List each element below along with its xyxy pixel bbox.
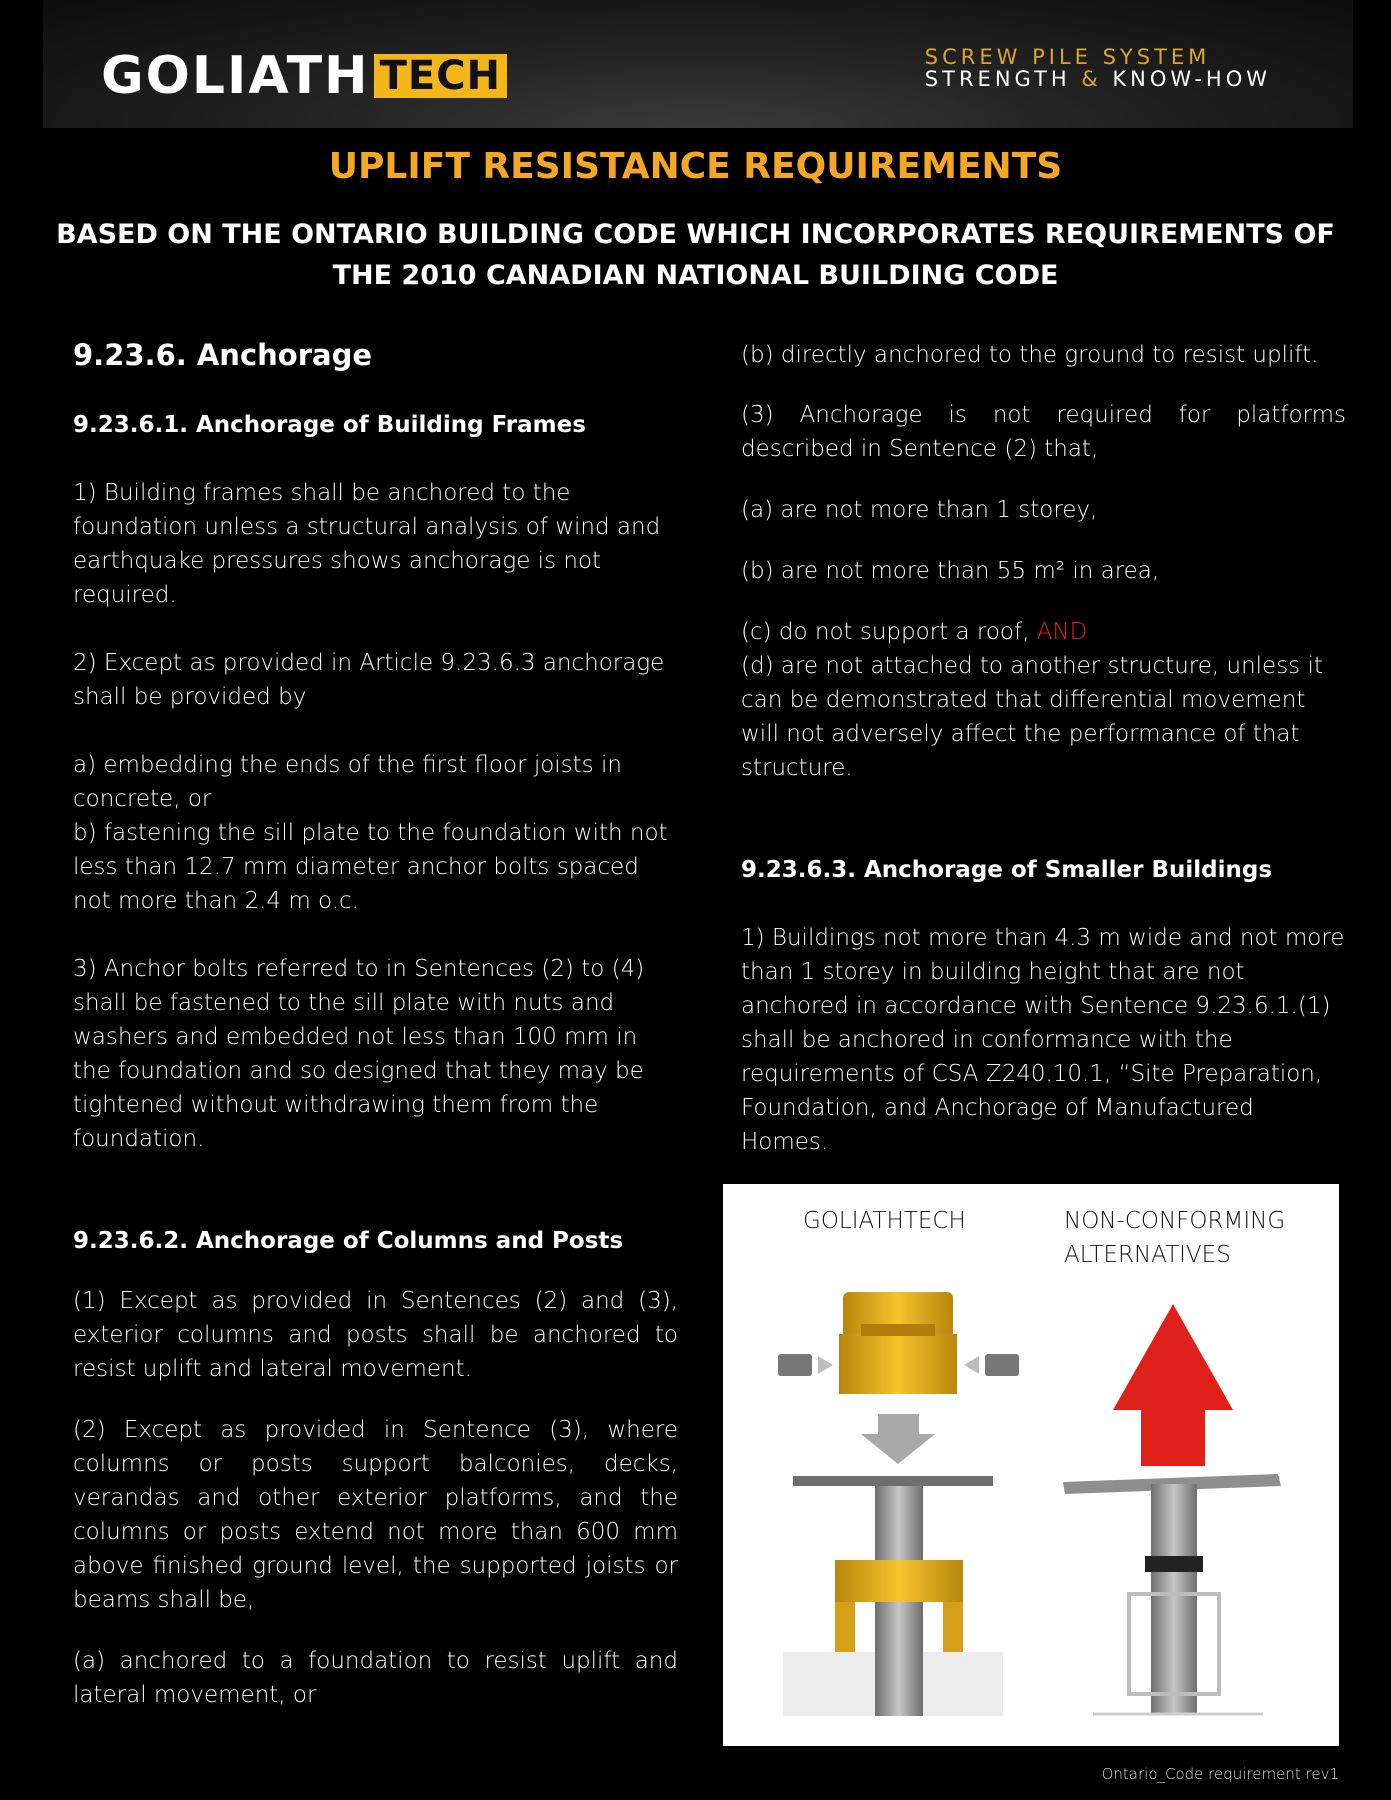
paragraph-frames-2b: b) fastening the sill plate to the foundation with not less than 12.7 mm diameter anchor bolts spaced not more than 2.4 m o.c. [73,820,668,914]
tagline-line-1: SCREW PILE SYSTEM [924,45,1211,69]
right-column [741,338,1346,1159]
pile-illustration [723,1184,1339,1746]
subsection-heading-columns-posts: 9.23.6.2. Anchorage of Columns and Posts [73,1228,624,1254]
bolt-right-icon [964,1354,1019,1376]
paragraph-columns-1: (1) Except as provided in Sentences (2) and (3), exterior columns and posts shall be anchored to resist uplift and lateral movement. [73,1288,678,1382]
paragraph-columns-2a: (a) anchored to a foundation to resist uplift and lateral movement, or [73,1648,678,1708]
bolt-left-icon [778,1354,833,1376]
non-conforming-shaft [1151,1484,1197,1714]
logo-wordmark: GOLIATH [101,46,370,106]
brand-logo[interactable] [101,44,507,108]
goliathtech-bracket [839,1292,957,1394]
goliathtech-plate [793,1476,993,1486]
and-highlight: AND [1036,619,1088,645]
revision-footer: Ontario_Code requirement rev1 [1101,1765,1339,1783]
paragraph-frames-3: 3) Anchor bolts referred to in Sentences (2) to (4) shall be fastened to the sill plate with nuts and washers and embedded not less than 100 mm in the foundation and so designed that they may be tightened without withdrawing them from the foundation. [73,956,645,1152]
tagline-ampersand: & [1081,67,1102,91]
paragraph-columns-2b: (b) directly anchored to the ground to resist uplift. [741,342,1319,368]
non-conforming-nut [1145,1556,1203,1572]
logo-tag: TECH [374,54,507,98]
tagline-line-2 [925,68,1271,90]
paragraph-columns-2: (2) Except as provided in Sentence (3), where columns or posts support balconies, decks, verandas and other exterior platforms, and the columns or posts extend not more than 600 mm above finished ground level, the supported joists or beams shall be, [73,1417,678,1613]
paragraph-frames-2a: a) embedding the ends of the first floor joists in concrete, or [73,752,622,812]
page-subtitle: BASED ON THE ONTARIO BUILDING CODE WHICH INCORPORATES REQUIREMENTS OF THE 2010 CANADIAN NATIONAL BUILDING CODE [56,219,1335,291]
left-column [73,338,678,1712]
brand-tagline [925,46,1271,90]
uplift-arrow-icon [1113,1304,1233,1466]
paragraph-columns-3c [741,615,1346,649]
tagline-knowhow: KNOW-HOW [1101,67,1271,91]
paragraph-columns-3c-text: (c) do not support a roof, [741,619,1037,645]
header-banner [43,0,1353,128]
goliathtech-shaft-lower [875,1652,923,1716]
down-arrow-icon [861,1414,935,1464]
paragraph-columns-3a: (a) are not more than 1 storey, [741,497,1098,523]
figure-label-non-conforming-line-2: ALTERNATIVES [1064,1242,1231,1268]
subsection-heading-building-frames: 9.23.6.1. Anchorage of Building Frames [73,412,586,438]
paragraph-smaller-buildings-1: 1) Buildings not more than 4.3 m wide and not more than 1 storey in building height that are not anchored in accordance with Sentence 9.23.6.1.(1) shall be anchored in conformance with the requirements of CSA Z240.10.1, “Site Preparation, Foundation, and Anchorage of Manufactured Homes. [741,925,1345,1155]
section-heading-anchorage: 9.23.6. Anchorage [73,338,373,372]
comparison-figure [723,1184,1339,1746]
tagline-strength: STRENGTH [924,67,1082,91]
paragraph-frames-2: 2) Except as provided in Article 9.23.6.3 anchorage shall be provided by [73,650,665,710]
figure-label-goliathtech: GOLIATHTECH [803,1208,966,1234]
page-title: UPLIFT RESISTANCE REQUIREMENTS [328,146,1063,187]
subsection-heading-smaller-buildings: 9.23.6.3. Anchorage of Smaller Buildings [741,857,1273,883]
paragraph-columns-3: (3) Anchorage is not required for platforms described in Sentence (2) that, [741,402,1346,462]
paragraph-frames-1: 1) Building frames shall be anchored to the foundation unless a structural analysis of wind and earthquake pressures shows anchorage is not required. [73,480,661,608]
paragraph-columns-3b: (b) are not more than 55 m² in area, [741,558,1160,584]
paragraph-columns-3d: (d) are not attached to another structure, unless it can be demonstrated that differential movement will not adversely affect the performance of that structure. [741,653,1323,781]
figure-label-non-conforming-line-1: NON-CONFORMING [1064,1208,1286,1234]
